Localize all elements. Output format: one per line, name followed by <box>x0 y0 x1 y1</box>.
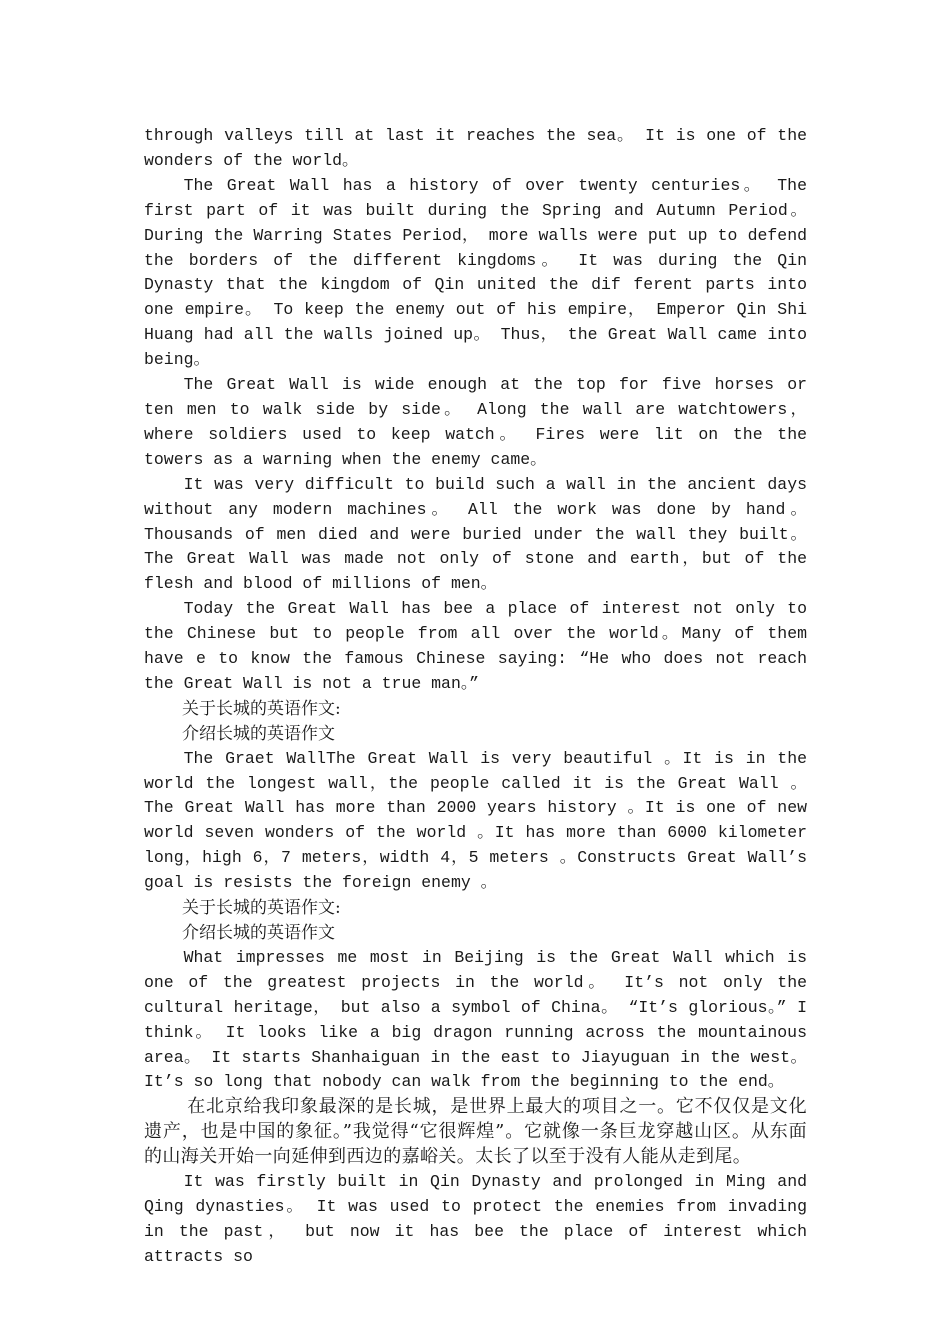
paragraph-history: The Great Wall has a history of over twenty centuries。 The first part of it was built during the Spring and Autumn Period。 During the Warring States Period， more walls were put up to defend the borders of the different kingdoms。 It was during the Qin Dynasty that the kingdom of Qin united the dif ferent parts into one empire。 To keep the enemy out of his empire， Emperor Qin Shi Huang had all the walls joined up。 Thus， the Great Wall came into being。 <box>144 175 807 370</box>
paragraph-today: Today the Great Wall has bee a place of interest not only to the Chinese but to people from all over the world。Many of them have e to know the famous Chinese saying: “He who does not reach the Great Wall is not a true man。” <box>144 599 807 693</box>
document-body <box>144 124 807 1270</box>
section-heading-2: 关于长城的英语作文: <box>182 898 341 919</box>
paragraph-chinese-translation: 在北京给我印象最深的是长城，是世界上最大的项目之一。它不仅仅是文化遗产，也是中国的象征。”我觉得“它很辉煌”。它就像一条巨龙穿越山区。从东面的山海关开始一向延伸到西边的嘉峪关。太长了以至于没有人能从走到尾。 <box>144 1096 807 1168</box>
section-heading-1: 关于长城的英语作文: <box>182 698 341 719</box>
paragraph-continued: through valleys till at last it reaches the sea。 It is one of the wonders of the world。 <box>144 126 807 170</box>
paragraph-impressions: What impresses me most in Beijing is the Great Wall which is one of the greatest projects in the world。 It’s not only the cultural heritage， but also a symbol of China。 “It’s glorious。” I think。 It looks like a big dragon running across the mountainous area。 It starts Shanhaiguan in the east to Jiayuguan in the west。 It’s so long that nobody can walk from the beginning to the end。 <box>144 947 807 1092</box>
paragraph-watchtowers: The Great Wall is wide enough at the top for five horses or ten men to walk side by side。 Along the wall are watchtowers， where soldiers used to keep watch。 Fires were lit on the the towers as a warning when the enemy came。 <box>144 375 807 469</box>
paragraph-construction: It was very difficult to build such a wall in the ancient days without any modern machines。 All the work was done by hand。 Thousands of men died and were buried under the wall they built。 The Great Wall was made not only of stone and earth，but of the flesh and blood of millions of men。 <box>144 474 807 594</box>
paragraph-graet-wall: The Graet WallThe Great Wall is very beautiful 。It is in the world the longest wall，the people called it is the Great Wall 。The Great Wall has more than 2000 years history 。It is one of new world seven wonders of the world 。It has more than 6000 kilometer long，high 6，7 meters，width 4，5 meters 。Constructs Great Wall’s goal is resists the foreign enemy 。 <box>144 748 807 893</box>
section-subheading-1: 介绍长城的英语作文 <box>182 723 335 744</box>
paragraph-dynasties: It was firstly built in Qin Dynasty and prolonged in Ming and Qing dynasties。 It was used to protect the enemies from invading in the past， but now it has bee the place of interest which attracts so <box>144 1172 807 1266</box>
section-subheading-2: 介绍长城的英语作文 <box>182 923 335 943</box>
